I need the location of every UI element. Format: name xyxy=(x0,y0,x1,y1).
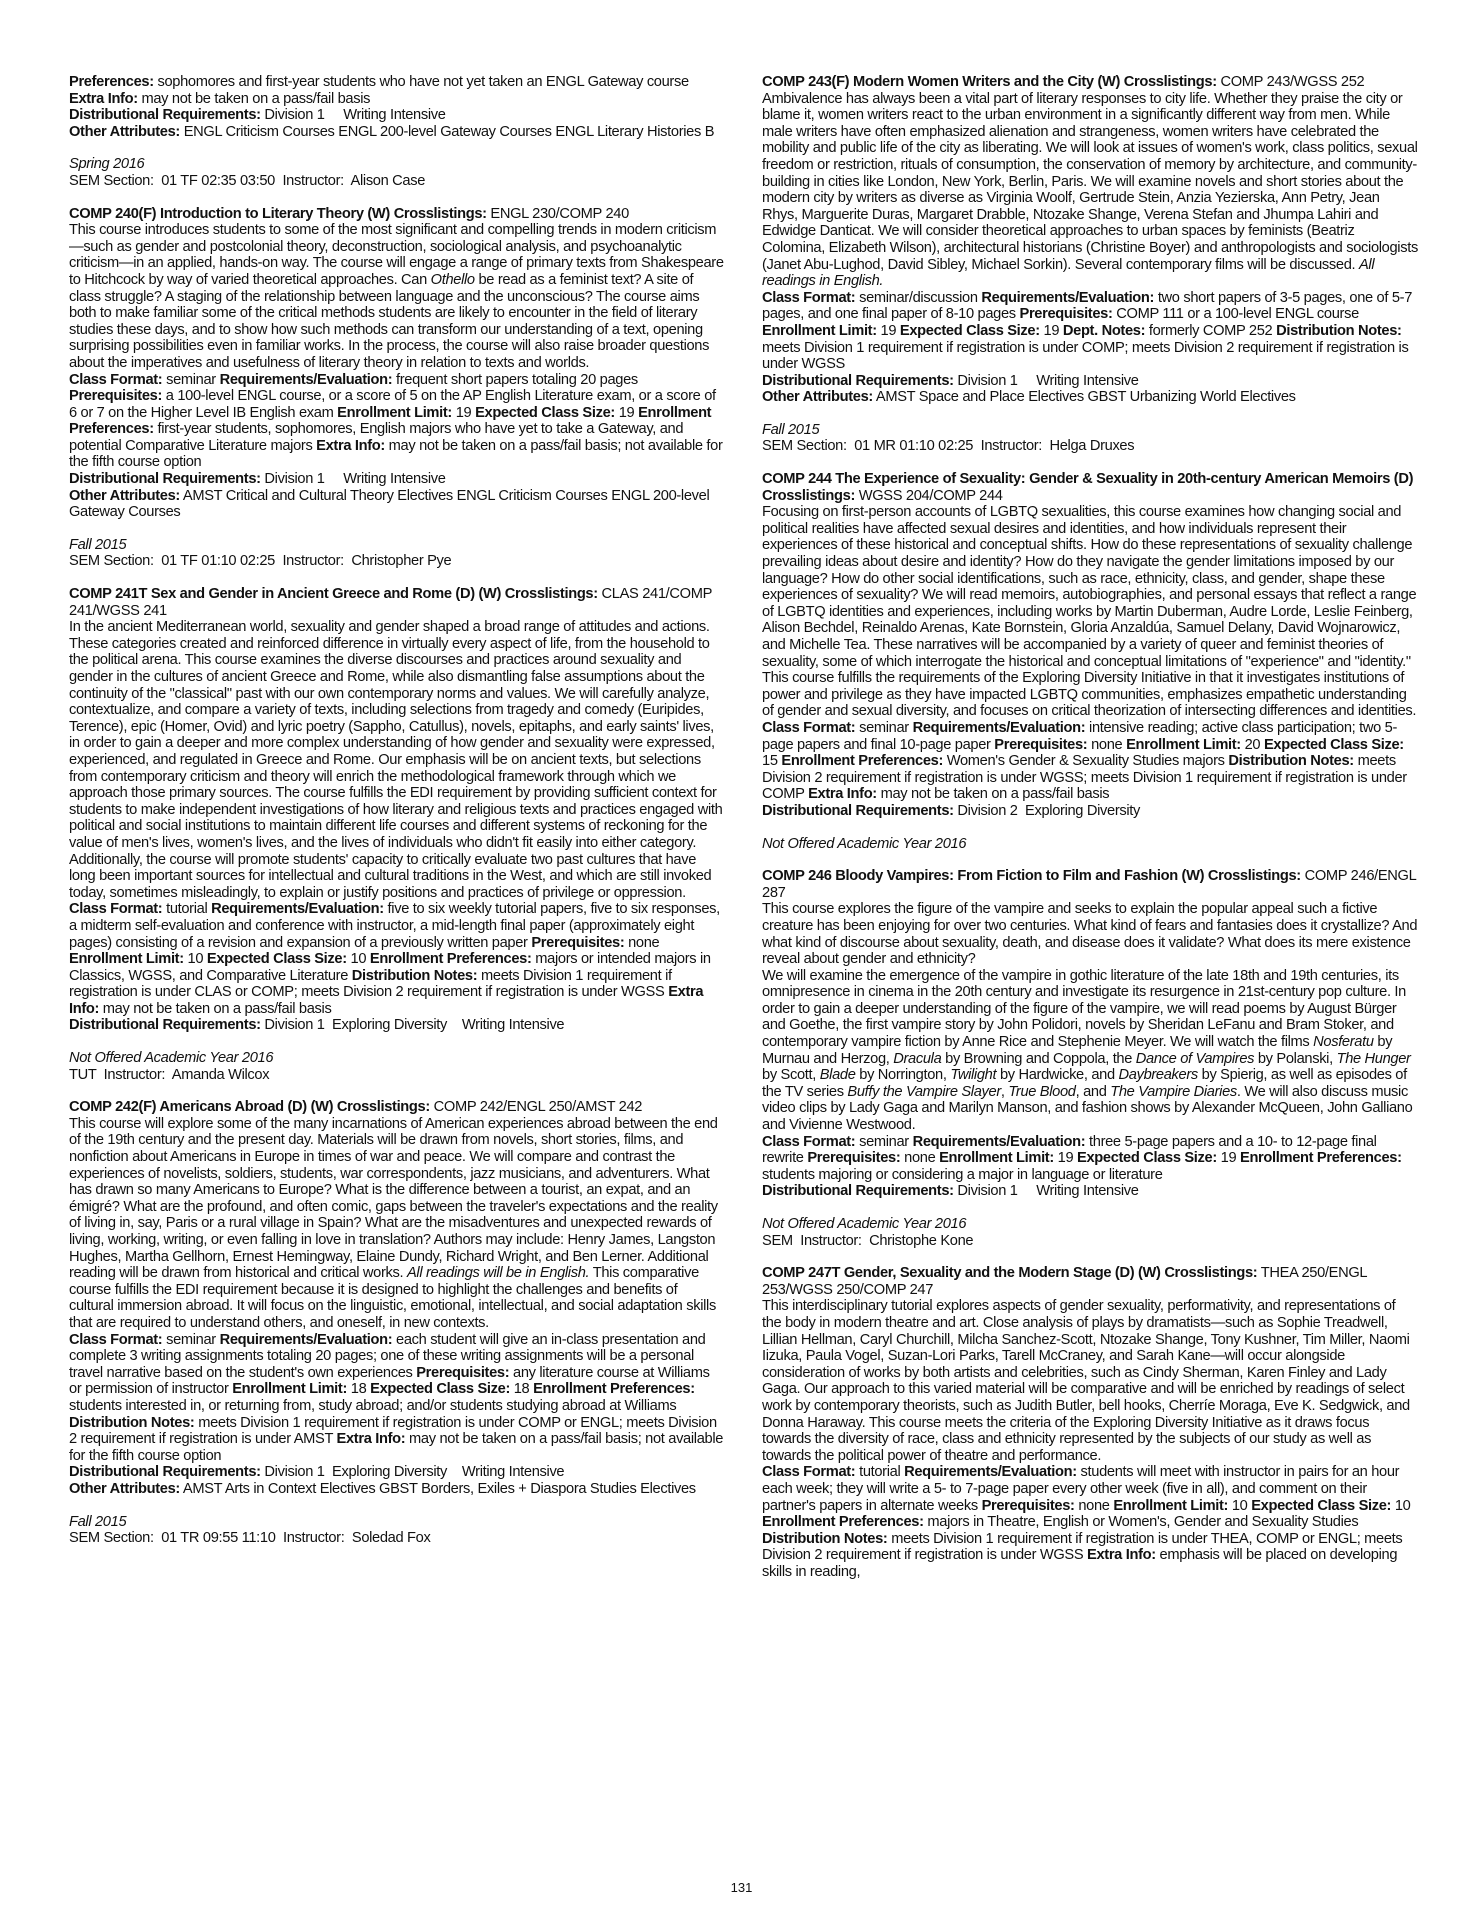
field-label: Other Attributes: xyxy=(69,486,180,504)
field-label: Distributional Requirements: xyxy=(69,1463,261,1481)
field-label: Distribution Notes: xyxy=(762,1529,888,1547)
field-value: THEA 250/ENGL 253/WGSS 250/COMP 247 xyxy=(762,1264,1367,1298)
field-value: none xyxy=(904,1149,936,1167)
field-value: Division 1 Writing Intensive xyxy=(264,470,446,488)
field-label: Extra Info: xyxy=(808,785,877,803)
course-description xyxy=(762,91,1418,290)
field-label: Distributional Requirements: xyxy=(69,106,261,124)
field-label: Enrollment Limit: xyxy=(232,1380,348,1398)
course-description xyxy=(69,1116,725,1332)
field-value: frequent short papers totaling 20 pages xyxy=(396,370,638,388)
field-label: Requirements/Evaluation: xyxy=(912,718,1086,736)
course-entry-comp-242 xyxy=(69,1099,725,1546)
field-label: Distributional Requirements: xyxy=(762,1182,954,1200)
field-value: , xyxy=(1000,1082,1009,1100)
field-value: 19 xyxy=(1043,321,1060,339)
field-label: Expected Class Size: xyxy=(1077,1149,1217,1167)
field-label: Expected Class Size: xyxy=(1251,1496,1392,1514)
field-value: seminar/discussion xyxy=(859,288,978,306)
course-meta xyxy=(762,1464,1418,1580)
distributional-requirements xyxy=(69,1464,725,1481)
field-value: We will examine the emergence of the vampire in gothic literature of the late 18th and 19th centuries, its omnipresence in cinema in the 20th century and investigate its resurgence in 21st-century pop culture. In order to gain a deeper understanding of the figure of the vampire, we will read poems by August Bürger and Goethe, the first vampire story by John Polidori, novels by Sheridan LeFanu and Bram Stoker, and contemporary vampire fiction by Anne Rice and Stephenie Meyer. We will watch the films xyxy=(762,966,1406,1051)
field-value: This course will explore some of the many incarnations of American experiences abroad between the end of the 19th century and the present day. Materials will be drawn from novels, short stories, films, and nonfiction about Americans in Europe in times of war and peace. We will compare and contrast the experiences of novelists, soldiers, students, war correspondents, jazz musicians, and adventurers. What has drawn so many Americans to Europe? What is the difference between a tourist, an expat, and an émigré? What are the profound, and often comic, gaps between the traveler's expectations and the reality of living in, say, Paris or a rural village in Spain? What are the misadventures and unexpected rewards of living, working, writing, or even falling in love in translation? Authors may include: Henry James, Langston Hughes, Martha Gellhorn, Ernest Hemingway, Elaine Dundy, Richard Wright, and Ben Lerner. Additional reading will be drawn from historical and critical works. xyxy=(69,1114,718,1282)
field-value: Division 1 Exploring Diversity Writing Intensive xyxy=(264,1463,565,1481)
field-value: Division 1 Exploring Diversity Writing Intensive xyxy=(264,1016,565,1034)
field-value: may not be taken on a pass/fail basis xyxy=(880,785,1110,803)
term: Not Offered Academic Year 2016 xyxy=(69,1049,274,1067)
field-label: Distribution Notes: xyxy=(1276,321,1402,339)
field-value: Buffy the Vampire Slayer xyxy=(847,1082,1001,1100)
course-meta xyxy=(69,74,725,107)
field-value: be read as a feminist text? A site of class struggle? A staging of the relationship between language and the unconscious? The course aims both to make familiar some of the critical methods students are likely to encounter in the field of literary studies these days, and to show how such methods can transform our understanding of a text, opening surprising possibilities even in familiar works. In the process, the course will also raise broader questions about the imperatives and usefulness of literary theory in relation to texts and worlds. xyxy=(69,270,710,371)
course-title xyxy=(762,1265,1418,1298)
section-info: SEM Section: 01 TF 02:35 03:50 Instructor: Alison Case xyxy=(69,171,426,189)
field-value: emphasis will be placed on developing skills in reading, xyxy=(762,1546,1398,1580)
field-value: The Vampire Diaries xyxy=(1110,1082,1237,1100)
field-label: Prerequisites: xyxy=(531,933,625,951)
course-heading: COMP 242(F) Americans Abroad (D) (W) Crosslistings: xyxy=(69,1098,430,1116)
term: Not Offered Academic Year 2016 xyxy=(762,834,967,852)
field-value: five to six weekly tutorial papers, five to six responses, a midterm self-evaluation and conference with instructor, a mid-length final paper (approximately eight pages) consisting of a revision and expansion of a previously written paper xyxy=(69,900,720,951)
field-value: Dracula xyxy=(893,1049,942,1067)
field-value: COMP 246/ENGL 287 xyxy=(762,867,1416,901)
field-label: Extra Info: xyxy=(336,1430,406,1448)
field-value: Othello xyxy=(430,270,475,288)
field-value: 15 xyxy=(762,752,778,770)
field-value: All readings will be in English. xyxy=(406,1264,590,1282)
field-value: three 5-page papers and a 10- to 12-page final rewrite xyxy=(762,1132,1377,1167)
course-heading: COMP 243(F) Modern Women Writers and the City (W) Crosslistings: xyxy=(762,73,1217,90)
field-value: The Hunger xyxy=(1336,1049,1411,1067)
distributional-requirements xyxy=(762,1183,1418,1200)
field-value: students majoring or considering a major in language or literature xyxy=(762,1165,1163,1183)
field-label: Class Format: xyxy=(69,370,163,388)
field-label: Enrollment Limit: xyxy=(762,321,877,339)
field-value: 10 xyxy=(350,950,367,968)
field-value: tutorial xyxy=(166,900,208,918)
field-value: by Murnau and Herzog, xyxy=(762,1033,1393,1067)
course-title xyxy=(762,868,1418,901)
field-value: 19 xyxy=(880,321,897,339)
course-title xyxy=(69,1099,725,1116)
field-value: by Browning and Coppola, the xyxy=(941,1049,1136,1067)
field-value: All readings in English. xyxy=(762,255,1375,290)
field-label: Class Format: xyxy=(762,1132,856,1150)
section-info: SEM Instructor: Christophe Kone xyxy=(762,1231,974,1249)
field-value: may not be taken on a pass/fail basis xyxy=(141,89,371,107)
field-label: Extra Info: xyxy=(69,983,704,1017)
field-value: students interested in, or returning from, study abroad; and/or students studying abroad at Williams xyxy=(69,1396,677,1414)
field-label: Enrollment Preferences: xyxy=(762,1513,924,1531)
field-value: 19 xyxy=(618,403,635,421)
field-label: Distributional Requirements: xyxy=(69,1016,261,1034)
field-value: Dance of Vampires xyxy=(1135,1049,1255,1067)
field-label: Expected Class Size: xyxy=(899,321,1040,339)
course-heading: COMP 244 The Experience of Sexuality: Gender & Sexuality in 20th-century American Memoirs (D) Crosslistings: xyxy=(762,470,1414,504)
term: Fall 2015 xyxy=(69,535,127,553)
course-description: In the ancient Mediterranean world, sexuality and gender shaped a broad range of attitudes and actions. These categories created and reinforced difference in virtually every aspect of life, from the household to the political arena. This course examines the diverse discourses and practices around sexuality and gender in the cultures of ancient Greece and Rome, while also dismantling false assumptions about the continuity of the "classical" past with our own contemporary norms and values. We will carefully analyze, contextualize, and compare a variety of texts, including selections from tragedy and comedy (Euripides, Terence), epic (Homer, Ovid) and lyric poetry (Sappho, Catullus), novels, epitaphs, and early saints' lives, in order to gain a deeper and more complex understanding of how gender and sexuality were expressed, experienced, and regulated in Greece and Rome. Our emphasis will be on ancient texts, but selections from contemporary criticism and theory will enrich the methodological framework through which we approach those primary sources. The course fulfills the EDI requirement by providing sufficient context for students to make independent investigations of how literary and religious texts and practices engaged with political and social institutions to maintain different life courses and different systems of reckoning for the value of men's lives, women's lives, and the lives of individuals who didn't fit easily into either category. Additionally, the course will promote students' capacity to critically evaluate two past cultures that have long been important sources for intellectual and cultural traditions in the West, and which are still invoked today, sometimes misleadingly, to explain or justify positions and practices of privilege or oppression. xyxy=(69,618,723,901)
field-label: Prerequisites: xyxy=(994,735,1088,753)
section-info: TUT Instructor: Amanda Wilcox xyxy=(69,1065,270,1083)
distributional-requirements xyxy=(762,803,1418,820)
other-attributes xyxy=(69,124,725,141)
field-value: ENGL Criticism Courses ENGL 200-level Gateway Courses ENGL Literary Histories B xyxy=(183,122,715,140)
field-value: COMP 111 or a 100-level ENGL course xyxy=(1116,305,1359,323)
field-value: seminar xyxy=(166,1330,216,1348)
field-label: Other Attributes: xyxy=(69,1479,180,1497)
field-label: Distribution Notes: xyxy=(351,966,478,984)
distributional-requirements xyxy=(69,107,725,124)
field-label: Requirements/Evaluation: xyxy=(912,1132,1086,1150)
course-title xyxy=(69,586,725,619)
field-value: seminar xyxy=(859,718,909,736)
distributional-requirements xyxy=(762,373,1418,390)
field-label: Enrollment Preferences: xyxy=(533,1380,695,1398)
term: Spring 2016 xyxy=(69,155,145,173)
course-meta xyxy=(762,1134,1418,1184)
field-value: none xyxy=(1078,1496,1110,1514)
field-value: seminar xyxy=(859,1132,909,1150)
field-value: . We will also discuss music video clips by Lady Gaga and Marilyn Manson, and fashion shows by Alexander McQueen, John Galliano and Vivienne Westwood. xyxy=(762,1082,1413,1134)
field-value: meets Division 2 requirement if registration is under WGSS; meets Division 1 requirement if registration is under COMP xyxy=(762,752,1407,803)
field-value: AMST Critical and Cultural Theory Electives ENGL Criticism Courses ENGL 200-level Gateway Courses xyxy=(69,486,710,521)
field-value: AMST Space and Place Electives GBST Urbanizing World Electives xyxy=(875,388,1296,406)
course-heading: COMP 246 Bloody Vampires: From Fiction to Film and Fashion (W) Crosslistings: xyxy=(762,867,1301,885)
distributional-requirements xyxy=(69,1017,725,1034)
field-label: Prerequisites: xyxy=(69,387,163,405)
course-title xyxy=(69,206,725,223)
field-value: majors or intended majors in Classics, WGSS, and Comparative Literature xyxy=(69,950,711,984)
field-value: may not be taken on a pass/fail basis; not available for the fifth course option xyxy=(69,1430,724,1464)
distributional-requirements xyxy=(69,471,725,488)
field-value: Blade xyxy=(819,1066,856,1084)
field-value: 19 xyxy=(1220,1149,1237,1167)
field-label: Expected Class Size: xyxy=(1263,735,1404,753)
field-label: Distributional Requirements: xyxy=(762,801,954,819)
field-value: 18 xyxy=(513,1380,530,1398)
course-entry-comp-241t xyxy=(69,586,725,1083)
field-label: Enrollment Limit: xyxy=(1126,735,1241,753)
field-value: Ambivalence has always been a vital part of literary responses to city life. Whether they praise the city or blame it, women writers react to the urban environment in a significantly different way from men. While male writers have often emphasized alienation and strangeness, women writers have celebrated the mobility and public life of the city as liberating. We will look at issues of women's work, class politics, sexual freedom or restriction, rituals of consumption, the conservation of memory by architecture, and community-building in cities like London, New York, Berlin, Paris. We will examine novels and short stories about the modern city by writers as diverse as Virginia Woolf, Gertrude Stein, Anzia Yezierska, Ann Petry, Jean Rhys, Marguerite Duras, Margaret Drabble, Ntozake Shange, Verena Stefan and Jhumpa Lahiri and Edwidge Danticat. We will consider theoretical approaches to urban spaces by feminists (Beatriz Colomina, Elizabeth Wilson), architectural historians (Christine Boyer) and anthropologists and sociologists (Janet Abu-Lughod, David Sibley, Michael Sorkin). Several contemporary films will be discussed. xyxy=(762,89,1418,273)
field-value: Division 1 Writing Intensive xyxy=(957,1182,1139,1200)
field-value: True Blood xyxy=(1008,1082,1076,1100)
course-entry-comp-247t xyxy=(762,1265,1418,1580)
field-label: Class Format: xyxy=(69,1330,163,1348)
page-number: 131 xyxy=(730,1880,753,1895)
field-value: any literature course at Williams or permission of instructor xyxy=(69,1363,710,1398)
field-value: Daybreakers xyxy=(1118,1066,1198,1084)
field-label: Expected Class Size: xyxy=(370,1380,511,1398)
field-value: Division 1 Writing Intensive xyxy=(957,371,1139,389)
course-meta xyxy=(69,372,725,472)
term: Fall 2015 xyxy=(69,1512,127,1530)
course-description xyxy=(69,222,725,371)
field-label: Class Format: xyxy=(69,900,163,918)
field-label: Requirements/Evaluation: xyxy=(219,370,393,388)
course-description: This interdisciplinary tutorial explores aspects of gender sexuality, performativity, and representations of the body in modern theatre and art. Close analysis of plays by dramatists—such as Sophie Treadwell, Lillian Hellman, Caryl Churchill, Milcha Sanchez-Scott, Ntozake Shange, Tony Kushner, Tim Miller, Naomi Iizuka, Paula Vogel, Suzan-Lori Parks, Tarell McCraney, and Sarah Kane—will occur alongside consideration of works by both artists and celebrities, such as Cindy Sherman, Karen Finley and Lady Gaga. Our approach to this varied material will be comparative and will be enriched by readings of select work by contemporary theorists, such as Judith Butler, bell hooks, Cherríe Moraga, Eve K. Sedgwick, and Donna Haraway. This course meets the criteria of the Exploring Diversity Initiative as it draws focus towards the diversity of race, class and ethnicity represented by the subjects of our study as well as towards the political power of theatre and performance. xyxy=(762,1297,1410,1464)
course-description: Focusing on first-person accounts of LGBTQ sexualities, this course examines how changing social and political realities have affected sexual desires and identities, and how individuals represent their experiences of these historical and conceptual shifts. How do these representations of sexuality challenge prevailing ideas about desire and identity? How do they navigate the gender limitations imposed by our language? How do other social identifications, such as race, ethnicity, class, and gender, shape these experiences of sexuality? We will read memoirs, autobiographies, and personal essays that reflect a range of LGBTQ identities and experiences, including works by Martin Duberman, Audre Lorde, Leslie Feinberg, Alison Bechdel, Reinaldo Arenas, Kate Bornstein, Gloria Anzaldúa, Samuel Delany, David Wojnarowicz, and Michelle Tea. These narratives will be accompanied by a variety of queer and feminist theories of sexuality, some of which interrogate the historical and conceptual limitations of "experience" and "identity." This course fulfills the requirements of the Exploring Diversity Initiative in that it investigates institutions of power and privilege as they have impacted LGBTQ communities, emphasizes empathetic understanding of gender and sexual diversity, and focuses on critical theorization of intersecting differences and identities. xyxy=(762,503,1417,720)
left-column xyxy=(69,74,725,1563)
field-value: each student will give an in-class presentation and complete 3 writing assignments totaling 20 pages; one of these writing assignments will be a personal travel narrative based on the student's own experiences xyxy=(69,1330,706,1381)
field-label: Distributional Requirements: xyxy=(69,470,261,488)
field-value: formerly COMP 252 xyxy=(1148,321,1273,339)
field-label: Distributional Requirements: xyxy=(762,371,954,389)
field-value: majors in Theatre, English or Women's, Gender and Sexuality Studies xyxy=(927,1513,1359,1531)
field-value: students will meet with instructor in pairs for an hour each week; they will write a 5- to 7-page paper every other week (five in all), and comment on their partner's papers in alternate weeks xyxy=(762,1463,1400,1514)
field-value: Division 2 Exploring Diversity xyxy=(957,801,1140,819)
field-label: Enrollment Preferences: xyxy=(1240,1149,1402,1167)
term: Not Offered Academic Year 2016 xyxy=(762,1215,967,1232)
course-title xyxy=(762,74,1418,91)
field-value: by Hardwicke, and xyxy=(996,1066,1119,1084)
field-label: Enrollment Limit: xyxy=(939,1149,1054,1167)
section-info: SEM Section: 01 TR 09:55 11:10 Instructor: Soledad Fox xyxy=(69,1529,431,1547)
field-value: CLAS 241/COMP 241/WGSS 241 xyxy=(69,585,712,619)
field-label: Extra Info: xyxy=(69,89,138,107)
course-heading: COMP 240(F) Introduction to Literary Theory (W) Crosslistings: xyxy=(69,204,487,222)
field-value: by Spierig, as well as episodes of the TV series xyxy=(762,1066,1407,1100)
field-label: Other Attributes: xyxy=(762,388,873,406)
field-value: may not be taken on a pass/fail basis xyxy=(102,999,332,1017)
field-label: Enrollment Preferences: xyxy=(369,950,532,968)
field-label: Expected Class Size: xyxy=(206,950,347,968)
field-value: This comparative course fulfills the EDI requirement because it is designed to highlight the challenges and benefits of cultural immersion abroad. It will focus on the linguistic, emotional, intellectual, and social adaptation skills that are required to understand others, and oneself, in new contexts. xyxy=(69,1264,716,1331)
course-entry-comp-244 xyxy=(762,471,1418,852)
field-value: none xyxy=(628,933,660,951)
course-meta xyxy=(69,901,725,1017)
field-label: Enrollment Preferences: xyxy=(69,403,712,438)
field-value: tutorial xyxy=(859,1463,901,1481)
field-value: 10 xyxy=(1394,1496,1411,1514)
field-value: Nosferatu xyxy=(1313,1033,1374,1051)
field-value: , and xyxy=(1075,1082,1111,1100)
field-value: first-year students, sophomores, English majors who have yet to take a Gateway, and potential Comparative Literature majors xyxy=(69,420,684,454)
field-value: meets Division 1 requirement if registration is under THEA, COMP or ENGL; meets Division 2 requirement if registration is under WGSS xyxy=(762,1529,1403,1564)
field-value: Twilight xyxy=(950,1066,997,1084)
field-value: This course introduces students to some of the most significant and compelling trends in modern criticism—such as gender and postcolonial theory, deconstruction, sociological analysis, and psychoanalytic criticism—in an applied, hands-on way. The course will engage a range of primary texts from Shakespeare to Hitchcock by way of varied theoretical approaches. Can xyxy=(69,221,724,288)
field-label: Class Format: xyxy=(762,288,856,306)
field-label: Requirements/Evaluation: xyxy=(219,1330,393,1348)
course-meta xyxy=(762,290,1418,373)
field-value: 19 xyxy=(1057,1149,1074,1167)
field-value: Division 1 Writing Intensive xyxy=(264,106,446,124)
section-info: SEM Section: 01 MR 01:10 02:25 Instructor: Helga Druxes xyxy=(762,437,1135,455)
section-info: SEM Section: 01 TF 01:10 02:25 Instructor: Christopher Pye xyxy=(69,552,452,570)
field-value: 10 xyxy=(187,950,204,968)
field-value: ENGL 230/COMP 240 xyxy=(490,204,629,222)
field-value: 20 xyxy=(1244,735,1261,753)
course-entry-comp-246 xyxy=(762,868,1418,1249)
course-meta xyxy=(762,720,1418,803)
field-label: Expected Class Size: xyxy=(475,403,615,421)
field-value: by Scott, xyxy=(762,1066,820,1084)
field-label: Enrollment Limit: xyxy=(1113,1496,1229,1514)
field-value: sophomores and first-year students who have not yet taken an ENGL Gateway course xyxy=(157,73,689,90)
field-value: AMST Arts in Context Electives GBST Borders, Exiles + Diaspora Studies Electives xyxy=(182,1479,696,1497)
field-value: meets Division 1 requirement if registration is under CLAS or COMP; meets Division 2 requirement if registration is under WGSS xyxy=(69,966,672,1001)
course-entry-comp-240 xyxy=(69,206,725,570)
course-meta xyxy=(69,1332,725,1465)
field-label: Requirements/Evaluation: xyxy=(981,288,1155,306)
field-label: Distribution Notes: xyxy=(1228,752,1354,770)
field-label: Class Format: xyxy=(762,1463,856,1481)
field-label: Prerequisites: xyxy=(416,1363,510,1381)
other-attributes xyxy=(69,1481,725,1498)
field-label: Enrollment Limit: xyxy=(337,403,452,421)
field-value: a 100-level ENGL course, or a score of 5 on the AP English Literature exam, or a score of 6 or 7 on the Higher Level IB English exam xyxy=(69,387,716,421)
field-value: by Polanski, xyxy=(1254,1049,1337,1067)
field-value: meets Division 1 requirement if registration is under COMP or ENGL; meets Division 2 requirement if registration is under AMST xyxy=(69,1413,717,1448)
field-label: Prerequisites: xyxy=(807,1149,901,1167)
field-value: Women's Gender & Sexuality Studies majors xyxy=(946,752,1225,770)
field-label: Prerequisites: xyxy=(981,1496,1075,1514)
field-label: Other Attributes: xyxy=(69,122,180,140)
field-value: COMP 243/WGSS 252 xyxy=(1220,73,1365,90)
field-label: Requirements/Evaluation: xyxy=(211,900,384,918)
field-value: by Norrington, xyxy=(855,1066,951,1084)
other-attributes xyxy=(762,389,1418,406)
course-heading: COMP 241T Sex and Gender in Ancient Greece and Rome (D) (W) Crosslistings: xyxy=(69,585,598,603)
course-description-continued xyxy=(762,968,1418,1134)
field-label: Enrollment Preferences: xyxy=(781,752,944,770)
field-label: Class Format: xyxy=(762,718,856,736)
field-value: two short papers of 3-5 pages, one of 5-7 pages, and one final paper of 8-10 pages xyxy=(762,288,1413,323)
field-label: Distribution Notes: xyxy=(69,1413,195,1431)
field-label: Enrollment Limit: xyxy=(69,950,184,968)
field-value: intensive reading; active class participation; two 5-page papers and final 10-page paper xyxy=(762,718,1397,753)
field-value: 19 xyxy=(455,403,472,421)
course-entry-comp-243 xyxy=(762,74,1418,455)
course-title xyxy=(762,471,1418,504)
field-value: WGSS 204/COMP 244 xyxy=(858,486,1003,504)
field-value: COMP 242/ENGL 250/AMST 242 xyxy=(433,1098,643,1116)
field-value: 18 xyxy=(350,1380,367,1398)
course-description: This course explores the figure of the vampire and seeks to explain the popular appeal such a fictive creature has been enjoying for over two centuries. What kind of fears and fantasies does it crystallize? And what kind of discourse about sexuality, death, and disease does it validate? What does its mere existence reveal about gender and ethnicity? xyxy=(762,900,1418,968)
field-value: may not be taken on a pass/fail basis; not available for the fifth course option xyxy=(69,436,723,471)
field-label: Prerequisites: xyxy=(1019,305,1113,323)
field-label: Dept. Notes: xyxy=(1062,321,1146,339)
course-heading: COMP 247T Gender, Sexuality and the Modern Stage (D) (W) Crosslistings: xyxy=(762,1264,1258,1282)
field-label: Requirements/Evaluation: xyxy=(904,1463,1077,1481)
field-value: none xyxy=(1091,735,1123,753)
right-column xyxy=(762,74,1418,1596)
field-value: seminar xyxy=(166,370,216,388)
field-label: Preferences: xyxy=(69,73,154,90)
other-attributes xyxy=(69,488,725,521)
term: Fall 2015 xyxy=(762,420,820,438)
field-value: meets Division 1 requirement if registration is under COMP; meets Division 2 requirement if registration is under WGSS xyxy=(762,338,1409,373)
course-entry-carryover xyxy=(69,74,725,190)
field-value: 10 xyxy=(1231,1496,1248,1514)
field-label: Extra Info: xyxy=(1087,1546,1156,1564)
field-label: Extra Info: xyxy=(316,436,385,454)
